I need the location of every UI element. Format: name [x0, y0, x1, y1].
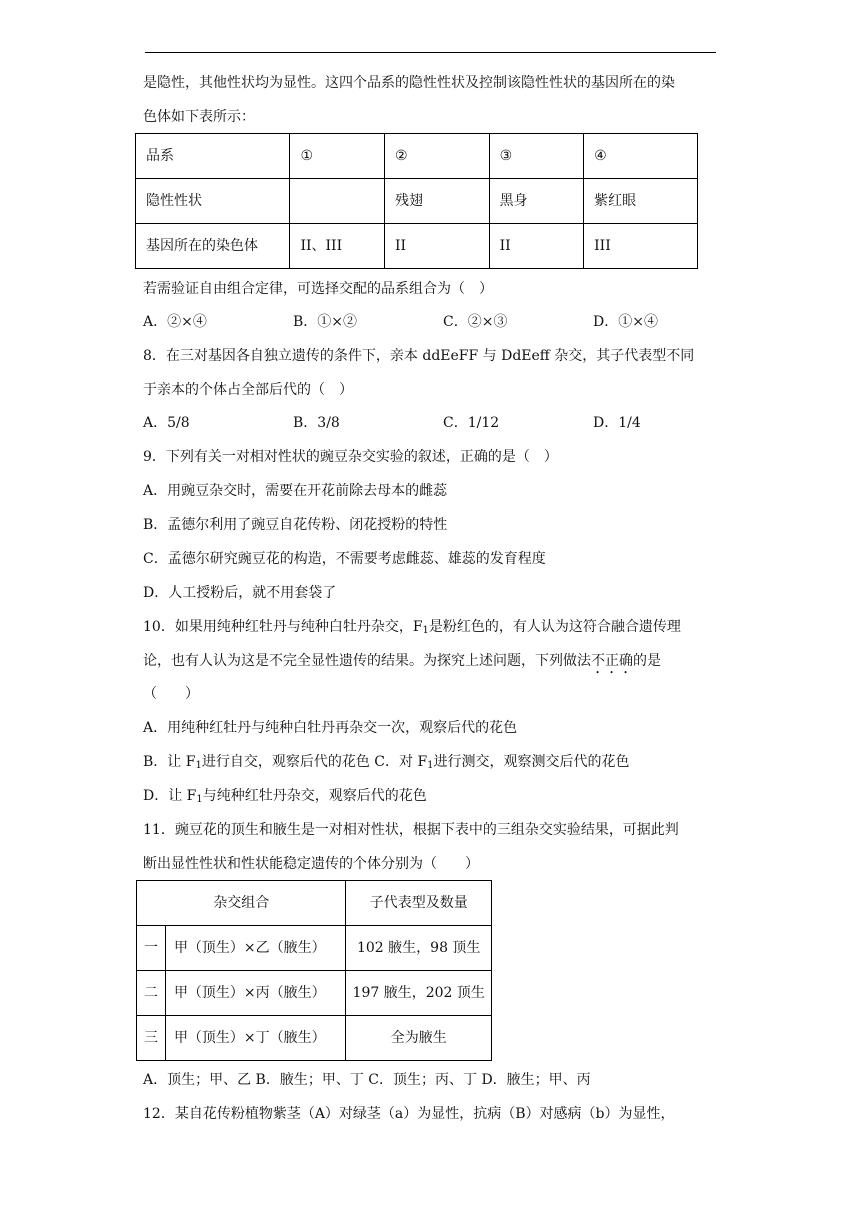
table-cell: 197 腋生，202 顶生 — [346, 971, 492, 1016]
q12-line-1: 12．某自花传粉植物紫茎（A）对绿茎（a）为显性，抗病（B）对感病（b）为显性， — [143, 1106, 675, 1122]
q10-option-d — [143, 786, 427, 806]
q10-option-a: A．用纯种红牡丹与纯种白牡丹再杂交一次，观察后代的花色 — [143, 720, 518, 736]
table-cell: 甲（顶生）×丙（腋生） — [165, 971, 345, 1016]
table-cell: 残翅 — [384, 179, 489, 224]
table-cell: ② — [384, 134, 489, 179]
q10-option-text: 与纯种红牡丹杂交，观察后代的花色 — [202, 788, 427, 804]
emphasis-text: 不正确 — [591, 653, 633, 669]
table-cell: 甲（顶生）×丁（腋生） — [165, 1016, 345, 1061]
table-cell: 一 — [137, 926, 166, 971]
table-cell: 黑身 — [489, 179, 584, 224]
table-cell: ④ — [584, 134, 698, 179]
table-cell: 紫红眼 — [584, 179, 698, 224]
q9-option-b: B．孟德尔利用了豌豆自花传粉、闭花授粉的特性 — [143, 517, 448, 533]
q10-line-2-text: 的是 — [633, 653, 661, 669]
subscript: 1 — [196, 794, 203, 805]
table-cell: II — [489, 224, 584, 269]
table-cell — [290, 179, 385, 224]
table-row — [137, 881, 492, 926]
q8-option-c: C．1/12 — [443, 415, 500, 431]
table-row — [136, 179, 698, 224]
table-row — [137, 971, 492, 1016]
q7-option-b: B．①×② — [293, 314, 358, 330]
table-cell: 基因所在的染色体 — [136, 224, 290, 269]
q10-option-text: 进行自交，观察后代的花色 C．对 F — [201, 754, 428, 770]
q10-option-text: B．让 F — [143, 754, 196, 770]
subscript: 1 — [195, 760, 202, 771]
table-cell: 甲（顶生）×乙（腋生） — [165, 926, 345, 971]
q8-option-b: B．3/8 — [293, 415, 340, 431]
table-cell: II、III — [290, 224, 385, 269]
cross-table — [136, 880, 492, 1061]
q11-options: A．顶生；甲、乙 B．腋生；甲、丁 C．顶生；丙、丁 D．腋生；甲、丙 — [143, 1072, 591, 1088]
intro-line-2: 色体如下表所示： — [143, 109, 255, 125]
q8-line-2: 于亲本的个体占全部后代的（ ） — [143, 382, 353, 398]
q10-line-1-text: 10．如果用纯种红牡丹与纯种白牡丹杂交，F — [143, 619, 423, 635]
table-cell: 全为腋生 — [346, 1016, 492, 1061]
q10-line-3: （ ） — [143, 686, 199, 702]
q11-line-2: 断出显性性状和性状能稳定遗传的个体分别为（ ） — [143, 856, 479, 872]
table-cell: 隐性性状 — [136, 179, 290, 224]
header-rule — [145, 52, 716, 53]
q8-option-a: A．5/8 — [143, 415, 190, 431]
q9-stem: 9．下列有关一对相对性状的豌豆杂交实验的叙述，正确的是（ ） — [143, 449, 558, 465]
q8-option-d: D．1/4 — [593, 415, 641, 431]
q10-option-b-c — [143, 752, 630, 772]
q10-option-text: D．让 F — [143, 788, 197, 804]
table-cell: 品系 — [136, 134, 290, 179]
q7-option-a: A．②×④ — [143, 314, 207, 330]
table-cell: II — [384, 224, 489, 269]
strain-table — [135, 133, 698, 269]
table-cell: 102 腋生，98 顶生 — [346, 926, 492, 971]
table-cell: ③ — [489, 134, 584, 179]
q7-stem: 若需验证自由组合定律，可选择交配的品系组合为（ ） — [143, 281, 493, 297]
table-cell: 二 — [137, 971, 166, 1016]
table-row — [137, 1016, 492, 1061]
table-header-cell: 子代表型及数量 — [346, 881, 492, 926]
q7-option-c: C．②×③ — [443, 314, 508, 330]
q9-option-c: C．孟德尔研究豌豆花的构造，不需要考虑雌蕊、雄蕊的发育程度 — [143, 551, 546, 567]
table-cell: ① — [290, 134, 385, 179]
table-cell: III — [584, 224, 698, 269]
table-header-cell: 杂交组合 — [137, 881, 346, 926]
intro-line-1: 是隐性，其他性状均为显性。这四个品系的隐性性状及控制该隐性性状的基因所在的染 — [143, 75, 675, 91]
q10-line-2 — [143, 651, 661, 677]
q10-option-text: 进行测交，观察测交后代的花色 — [433, 754, 630, 770]
subscript: 1 — [422, 625, 429, 636]
table-row — [136, 134, 698, 179]
q9-option-d: D．人工授粉后，就不用套袋了 — [143, 585, 337, 601]
q9-option-a: A．用豌豆杂交时，需要在开花前除去母本的雌蕊 — [143, 483, 448, 499]
subscript: 1 — [427, 760, 434, 771]
table-row — [137, 926, 492, 971]
q10-line-2-text: 论，也有人认为这是不完全显性遗传的结果。为探究上述问题，下列做法 — [143, 653, 591, 669]
q8-line-1: 8．在三对基因各自独立遗传的条件下，亲本 ddEeFF 与 DdEeff 杂交，其子代表型不同 — [143, 348, 695, 364]
q10-line-1 — [143, 617, 681, 637]
q7-option-d: D．①×④ — [593, 314, 658, 330]
table-row — [136, 224, 698, 269]
table-cell: 三 — [137, 1016, 166, 1061]
q11-line-1: 11．豌豆花的顶生和腋生是一对相对性状，根据下表中的三组杂交实验结果，可据此判 — [143, 822, 679, 838]
q10-line-1-text: 是粉红色的，有人认为这符合融合遗传理 — [428, 619, 681, 635]
